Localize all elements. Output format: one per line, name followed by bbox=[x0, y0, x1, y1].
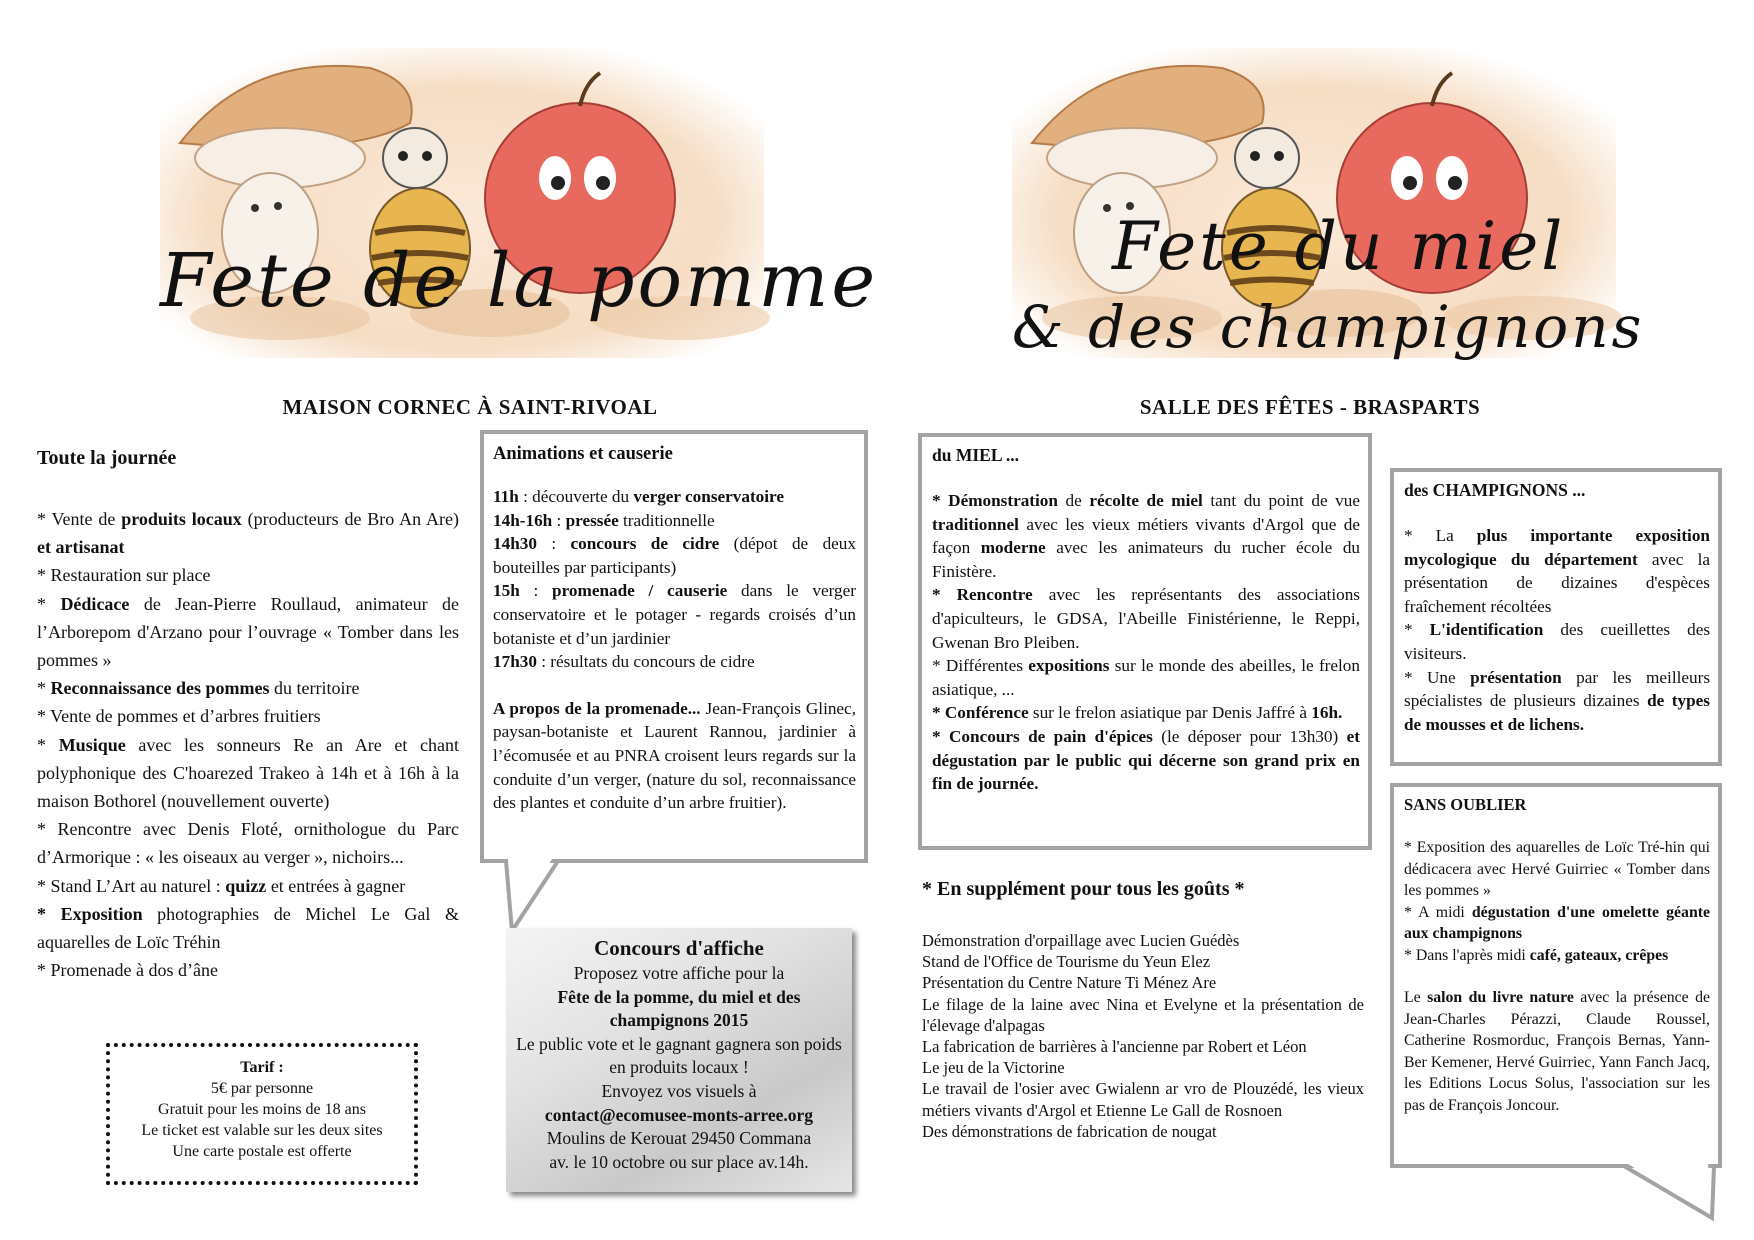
miel-program bbox=[932, 489, 1360, 796]
list-item: La fabrication de barrières à l'ancienne par Robert et Léon bbox=[922, 1037, 1307, 1057]
miel-title: du MIEL ... bbox=[932, 445, 1020, 465]
animations-title: Animations et causerie bbox=[493, 444, 673, 464]
left-program bbox=[37, 505, 459, 984]
animations-schedule bbox=[493, 485, 856, 815]
tarif-valid: Le ticket est valable sur les deux sites bbox=[141, 1122, 383, 1139]
list-item: * Rencontre avec Denis Floté, ornithologue du Parc d’Armorique : « les oiseaux au verger », nichoirs... bbox=[37, 819, 459, 868]
list-item: Stand de l'Office de Tourisme du Yeun Elez bbox=[922, 952, 1211, 972]
sans-oublier-bubble-tail bbox=[1618, 1164, 1718, 1230]
concours-email[interactable]: contact@ecomusee-monts-arree.org bbox=[544, 1104, 814, 1125]
list-item: * A midi dégustation d'une omelette géante aux champignons bbox=[1404, 903, 1710, 942]
sans-oublier-title: SANS OUBLIER bbox=[1404, 795, 1527, 814]
list-item: * Stand L’Art au naturel : quizz et entrées à gagner bbox=[37, 875, 406, 896]
list-item: * Dans l'après midi café, gateaux, crêpes bbox=[1404, 946, 1669, 964]
list-item: Le travail de l'osier avec Gwialenn ar vro de Plouzédé, les vieux métiers vivants d'Argol et Etienne Le Gall de Rosnoen bbox=[922, 1079, 1364, 1120]
list-item: * Vente de produits locaux (producteurs de Bro An Are) et artisanat bbox=[37, 509, 459, 558]
list-item: 14h30 : concours de cidre (dépot de deux bouteilles par participants) bbox=[493, 534, 856, 577]
list-item: * La plus importante exposition mycologique du département avec la présentation de dizaines d'espèces fraîchement récoltées bbox=[1404, 526, 1710, 616]
list-item: * Démonstration de récolte de miel tant du point de vue traditionnel avec les vieux métiers vivants d'Argol que de façon moderne avec les animateurs du rucher école du Finistère. bbox=[932, 491, 1361, 581]
banner-left-title: Fete de la pomme bbox=[160, 238, 879, 324]
list-item: * Exposition photographies de Michel Le Gal & aquarelles de Loïc Tréhin bbox=[37, 903, 459, 953]
list-item: * Restauration sur place bbox=[37, 565, 211, 586]
venue-left: MAISON CORNEC À SAINT-RIVOAL bbox=[282, 395, 658, 419]
sans-oublier-box bbox=[1390, 783, 1722, 1168]
champignons-program bbox=[1404, 524, 1710, 736]
concours-title: Concours d'affiche bbox=[594, 936, 764, 960]
list-item: * Vente de pommes et d’arbres fruitiers bbox=[37, 706, 321, 727]
list-item: 17h30 : résultats du concours de cidre bbox=[493, 652, 755, 672]
list-item: * Exposition des aquarelles de Loïc Tré-hin qui dédicacera avec Hervé Guirriec « Tomber dans les pommes » bbox=[1404, 839, 1710, 899]
sans-oublier-program bbox=[1404, 837, 1710, 1116]
list-item: * L'identification des cueillettes des visiteurs. bbox=[1404, 620, 1711, 663]
supplement-list bbox=[922, 930, 1364, 1142]
list-item: Des démonstrations de fabrication de nougat bbox=[922, 1121, 1217, 1141]
champignons-box bbox=[1390, 468, 1722, 766]
animations-bubble-tail bbox=[500, 859, 640, 939]
list-item: 14h-16h : pressée traditionnelle bbox=[493, 510, 715, 530]
list-item: Démonstration d'orpaillage avec Lucien Guédès bbox=[922, 931, 1240, 950]
banner-left bbox=[160, 48, 879, 358]
left-heading: Toute la journée bbox=[37, 447, 177, 469]
list-item: * Différentes expositions sur le monde des abeilles, le frelon asiatique, ... bbox=[932, 656, 1360, 699]
list-item: * Conférence sur le frelon asiatique par Denis Jaffré à 16h. bbox=[932, 703, 1343, 723]
list-item: A propos de la promenade... Jean-François Glinec, paysan-botaniste et Laurent Rannou, jardinier à l’écomusée et au PNRA croisent leurs regards sur la conduite d’un verger, (nature du sol, reconnaissance des plantes et conduite d’un arbre fruitier). bbox=[493, 698, 856, 813]
animations-box bbox=[480, 430, 868, 863]
tarif-box bbox=[106, 1043, 418, 1185]
venue-right: SALLE DES FÊTES - BRASPARTS bbox=[1139, 395, 1481, 419]
tarif-price: 5€ par personne bbox=[210, 1080, 314, 1097]
list-item: 11h : découverte du verger conservatoire bbox=[493, 487, 785, 506]
list-item: Présentation du Centre Nature Ti Ménez Are bbox=[922, 973, 1217, 993]
banner-right-title-line2: & des champignons bbox=[1012, 293, 1645, 361]
tarif-title: Tarif : bbox=[240, 1059, 284, 1076]
list-item: * Musique avec les sonneurs Re an Are et chant polyphonique des C'hoarezed Trakeo à 14h et à 16h à la maison Bothorel (nouvellement ouverte) bbox=[37, 734, 460, 812]
list-item: Le salon du livre nature avec la présence de Jean-Charles Pérazzi, Claude Roussel, Catherine Rosmorduc, François Bernas, Yann-Ber Kemener, Hervé Guirriec, Yann Fanch Jacq, les Editions Locus Solus, l'association sur les pas de François Joncour. bbox=[1404, 989, 1710, 1114]
list-item: Le jeu de la Victorine bbox=[922, 1058, 1065, 1078]
concours-line6: av. le 10 octobre ou sur place av.14h. bbox=[549, 1151, 809, 1172]
champignons-title: des CHAMPIGNONS ... bbox=[1404, 480, 1586, 500]
list-item: Le filage de la laine avec Nina et Evelyne et la présentation de l'élevage d'alpagas bbox=[922, 994, 1364, 1035]
supplement-title: * En supplément pour tous les goûts * bbox=[922, 878, 1245, 900]
concours-line2: Fête de la pomme, du miel et des champignons 2015 bbox=[557, 986, 801, 1031]
list-item: * Promenade à dos d’âne bbox=[37, 960, 218, 981]
banner-right bbox=[1012, 48, 1645, 361]
tarif-postcard: Une carte postale est offerte bbox=[172, 1143, 352, 1160]
concours-box bbox=[506, 928, 852, 1192]
tarif-free: Gratuit pour les moins de 18 ans bbox=[158, 1101, 366, 1118]
concours-line4: Envoyez vos visuels à bbox=[601, 1080, 757, 1101]
concours-line5: Moulins de Kerouat 29450 Commana bbox=[546, 1128, 812, 1149]
banner-right-title-line1: Fete du miel bbox=[1112, 208, 1566, 285]
concours-line1: Proposez votre affiche pour la bbox=[573, 963, 785, 983]
concours-line3: Le public vote et le gagnant gagnera son poids en produits locaux ! bbox=[516, 1033, 842, 1078]
list-item: * Rencontre avec les représentants des associations d'apiculteurs, le GDSA, l'Abeille Finistérienne, le Reppi, Gwenan Bro Pleiben. bbox=[932, 585, 1360, 652]
list-item: * Une présentation par les meilleurs spécialistes de plusieurs dizaines de types de mousses et de lichens. bbox=[1404, 667, 1711, 734]
list-item: * Concours de pain d'épices (le déposer pour 13h30) et dégustation par le public qui décerne son grand prix en fin de journée. bbox=[932, 726, 1360, 794]
list-item: * Reconnaissance des pommes du territoire bbox=[37, 678, 360, 699]
list-item: * Dédicace de Jean-Pierre Roullaud, animateur de l’Arborepom d'Arzano pour l’ouvrage « Tomber dans les pommes » bbox=[37, 593, 459, 671]
list-item: 15h : promenade / causerie dans le verger conservatoire et le potager - regards croisés d’un botaniste et d’un jardinier bbox=[493, 581, 856, 648]
miel-box bbox=[918, 433, 1372, 850]
